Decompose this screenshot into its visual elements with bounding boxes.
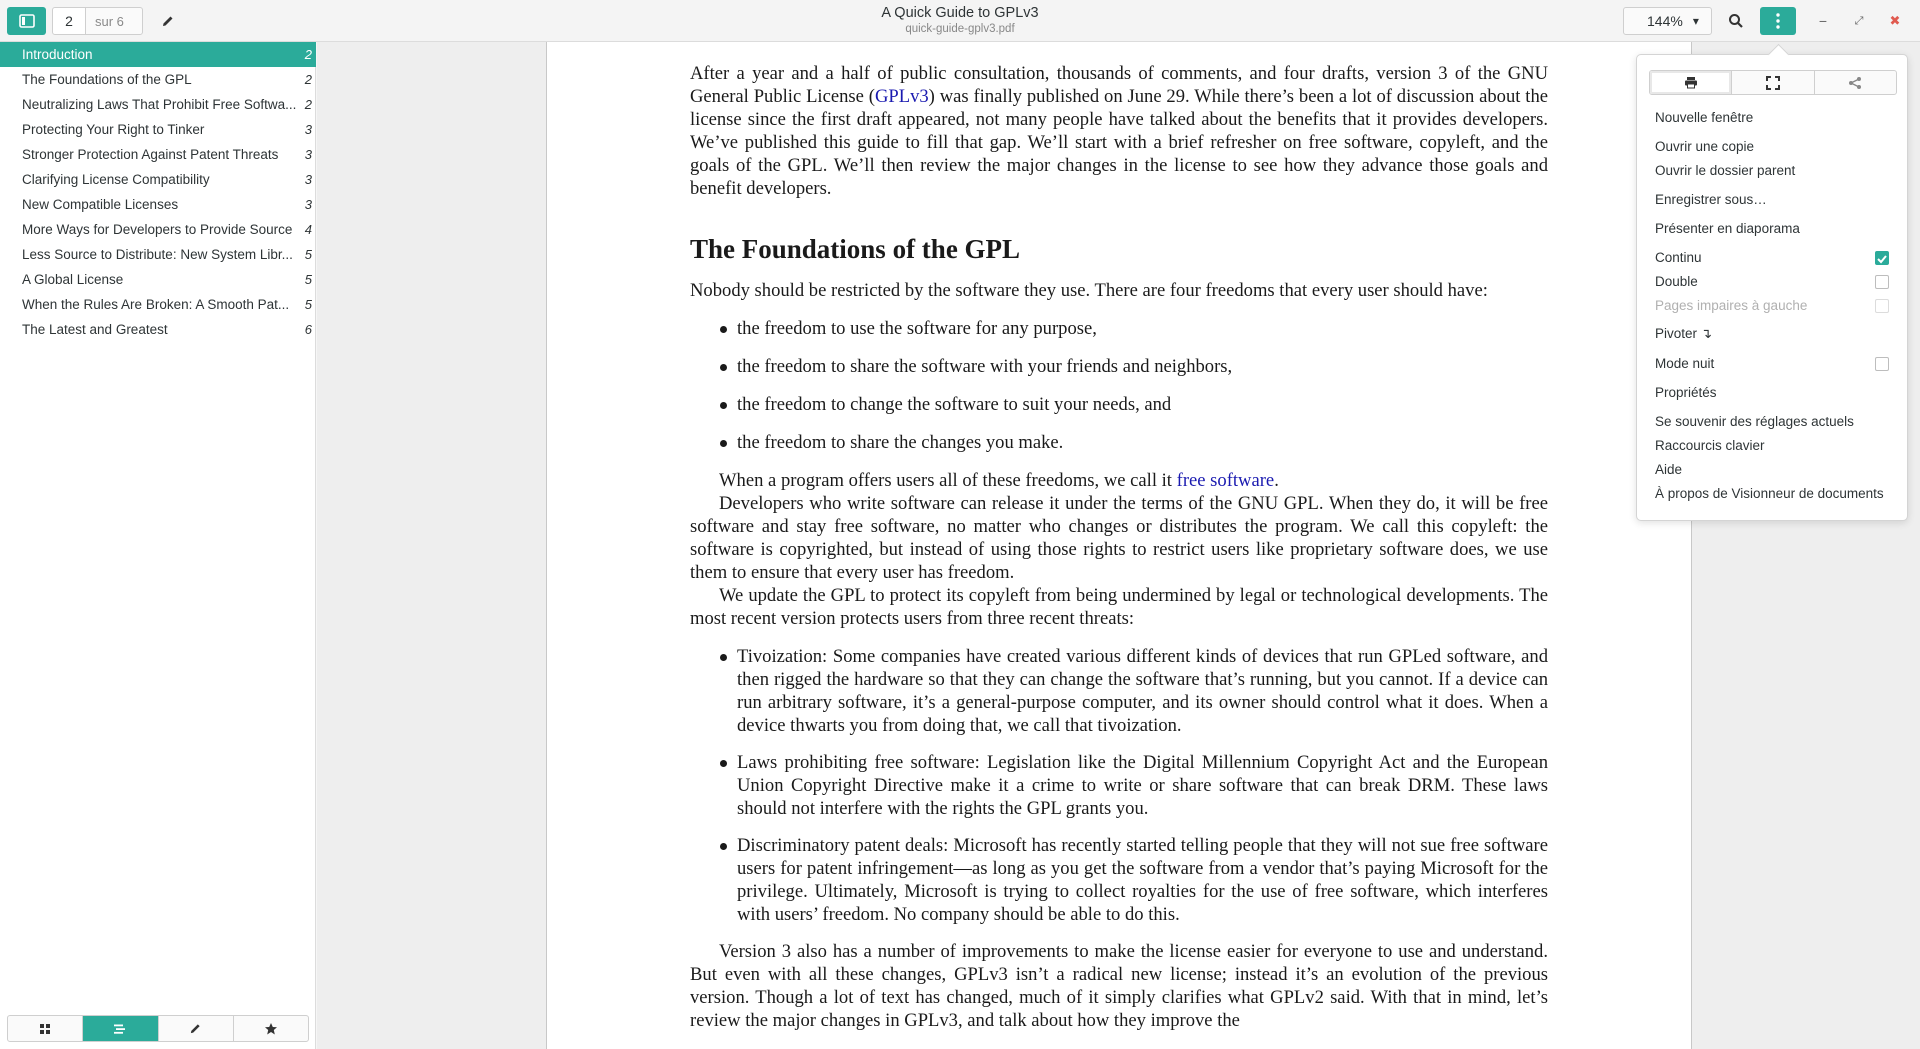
search-icon xyxy=(1728,13,1744,29)
menu-continuous[interactable]: Continu xyxy=(1655,250,1702,265)
grid-icon xyxy=(39,1023,51,1035)
share-icon xyxy=(1848,76,1862,90)
gplv3-link[interactable]: GPLv3 xyxy=(874,86,929,107)
page-number-input[interactable]: 2 xyxy=(52,7,86,35)
restore-icon: ⤢ xyxy=(1854,14,1864,27)
outline-item-label: Clarifying License Compatibility xyxy=(22,172,210,187)
paragraph-text: . xyxy=(1274,470,1279,491)
outline-item-label: New Compatible Licenses xyxy=(22,197,179,212)
outline-item-patent-threats[interactable] xyxy=(0,142,316,167)
sidebar-outline xyxy=(0,42,316,1049)
window-title: A Quick Guide to GPLv3 xyxy=(881,5,1039,21)
outline-item-page: 2 xyxy=(304,97,312,112)
outline-item-label: Protecting Your Right to Tinker xyxy=(22,122,205,137)
outline-item-label: Neutralizing Laws That Prohibit Free Softwa... xyxy=(22,97,297,112)
list-item: the freedom to share the software with your friends and neighbors, xyxy=(690,355,1548,378)
menu-dual[interactable]: Double xyxy=(1655,274,1698,289)
minimize-button[interactable] xyxy=(1811,9,1835,33)
intro-paragraph xyxy=(690,62,1548,200)
printer-icon xyxy=(1684,76,1698,89)
star-icon xyxy=(264,1022,278,1036)
intro-text-start: After a year and a half of public consultation, thousands of comments, and four drafts, version 3 of the GNU General Public License ( xyxy=(690,63,1548,107)
outline-item-label: When the Rules Are Broken: A Smooth Pat... xyxy=(22,297,290,312)
document-page xyxy=(546,42,1692,1049)
outline-item-page: 5 xyxy=(304,297,312,312)
close-icon: ✖ xyxy=(1889,13,1901,28)
tab-outline[interactable] xyxy=(83,1016,158,1041)
list-item: Laws prohibiting free software: Legislation like the Digital Millennium Copyright Act and the European Union Copyright Directive make it a crime to write or share software that can break DRM. These laws should not interfere with the rights the GPL grants you. xyxy=(690,751,1548,820)
threats-intro-paragraph: We update the GPL to protect its copyleft from being undermined by legal or technological developments. The most recent version protects users from three recent threats: xyxy=(690,585,1548,629)
tab-annotations[interactable] xyxy=(159,1016,234,1041)
page-content xyxy=(690,62,1548,1032)
odd-pages-checkbox xyxy=(1875,299,1889,313)
outline-item-latest-greatest[interactable] xyxy=(0,317,316,342)
outline-item-page: 4 xyxy=(304,222,312,237)
outline-item-neutralizing-laws[interactable] xyxy=(0,92,316,117)
menu-save-as[interactable]: Enregistrer sous… xyxy=(1655,192,1767,207)
outline-item-page: 5 xyxy=(304,247,312,262)
pencil-icon xyxy=(189,1022,202,1035)
outline-item-label: More Ways for Developers to Provide Source xyxy=(22,222,293,237)
copyleft-paragraph: Developers who write software can release it under the terms of the GNU GPL. When they do, it will be free software and stay free software, no matter who changes or distributes the program. We call this copyleft: the software is copyrighted, but instead of using those rights to restrict users like proprietary software does, we use them to ensure that every user has freedom. xyxy=(690,493,1548,583)
sidebar-tab-bar xyxy=(7,1015,309,1042)
sidebar-icon xyxy=(19,14,35,28)
list-item: Tivoization: Some companies have created various different kinds of devices that run GPLed software, and then rigged the hardware so that they can change the software that’s running, but you cannot. If a device can run arbitrary software, it’s a general-purpose computer, and its owner should control what it does. When a device thwarts you from doing that, we call that tivoization. xyxy=(690,645,1548,737)
header-bar xyxy=(0,0,1920,42)
tab-bookmarks[interactable] xyxy=(234,1016,308,1041)
menu-help[interactable]: Aide xyxy=(1655,462,1683,477)
menu-properties[interactable]: Propriétés xyxy=(1655,385,1717,400)
chevron-down-icon: ▾ xyxy=(1692,14,1699,28)
night-mode-checkbox[interactable] xyxy=(1875,357,1889,371)
paragraph-text: When a program offers users all of these freedoms, we call it xyxy=(719,470,1177,491)
outline-item-label: A Global License xyxy=(22,272,124,287)
menu-rotate[interactable]: Pivoter ↴ xyxy=(1655,326,1713,341)
menu-remember-settings[interactable]: Se souvenir des réglages actuels xyxy=(1655,414,1854,429)
outline-item-label: Introduction xyxy=(22,47,93,62)
list-item: the freedom to change the software to suit your needs, and xyxy=(690,393,1548,416)
window-subtitle: quick-guide-gplv3.pdf xyxy=(905,23,1015,35)
outline-item-provide-source[interactable] xyxy=(0,217,316,242)
freedoms-intro-paragraph: Nobody should be restricted by the software they use. There are four freedoms that every user should have: xyxy=(690,280,1488,301)
threats-list xyxy=(690,645,1548,926)
outline-item-label: The Latest and Greatest xyxy=(22,322,168,337)
share-button[interactable] xyxy=(1815,71,1896,94)
sidebar-toggle-button[interactable] xyxy=(7,7,46,35)
main-menu-button[interactable] xyxy=(1760,7,1796,35)
outline-item-global-license[interactable] xyxy=(0,267,316,292)
outline-item-introduction[interactable] xyxy=(0,42,316,67)
outline-item-page: 6 xyxy=(304,322,312,337)
menu-odd-pages-left: Pages impaires à gauche xyxy=(1655,298,1808,313)
list-item: the freedom to share the changes you make. xyxy=(690,431,1548,454)
outline-item-page: 3 xyxy=(304,147,312,162)
section-heading: The Foundations of the GPL xyxy=(690,234,1021,264)
dual-checkbox[interactable] xyxy=(1875,275,1889,289)
outline-item-label: Stronger Protection Against Patent Threats xyxy=(22,147,279,162)
checkmark-icon xyxy=(1876,253,1888,265)
outline-item-right-to-tinker[interactable] xyxy=(0,117,316,142)
search-button[interactable] xyxy=(1722,7,1750,35)
version3-paragraph: Version 3 also has a number of improvements to make the license easier for everyone to use and understand. But even with all these changes, GPLv3 isn’t a radical new license; instead it’s an evolution of the previous version. Though a lot of text has changed, much of it simply clarifies what GPLv2 said. With that in mind, let’s review the major changes in GPLv3, and talk about how they improve the xyxy=(690,941,1548,1031)
list-item: Discriminatory patent deals: Microsoft has recently started telling people that they will not sue free software users for patent infringement—as long as you get the software from a vendor that’s paying Microsoft for the privilege. Ultimately, Microsoft is trying to collect royalties for the use of free software, which interferes with users’ freedom. No company should be able to do this. xyxy=(690,834,1548,926)
close-button[interactable] xyxy=(1883,9,1907,33)
intro-text-end: ) was finally published on June 29. While there’s been a lot of discussion about the license since the first draft appeared, not many people have talked about the benefits that it provides developers. We’ve published this guide to fill that gap. We’ll start with a brief refresher on free software, copyleft, and the goals of the GPL. We’ll then review the major changes in the license to see how they advance those goals and benefit developers. xyxy=(690,86,1548,199)
outline-item-foundations[interactable] xyxy=(0,67,316,92)
fullscreen-icon xyxy=(1766,76,1780,90)
outline-item-rules-broken[interactable] xyxy=(0,292,316,317)
window-title-block xyxy=(760,4,1160,36)
list-icon xyxy=(113,1023,127,1035)
menu-about[interactable]: À propos de Visionneur de documents xyxy=(1655,486,1884,501)
list-item: the freedom to use the software for any purpose, xyxy=(690,317,1548,340)
menu-new-window[interactable]: Nouvelle fenêtre xyxy=(1655,110,1754,125)
outline-item-page: 3 xyxy=(304,122,312,137)
menu-action-buttons xyxy=(1649,70,1897,95)
page-count-label: sur 6 xyxy=(85,7,143,35)
menu-night-mode[interactable]: Mode nuit xyxy=(1655,356,1715,371)
tab-thumbnails[interactable] xyxy=(8,1016,83,1041)
outline-item-label: The Foundations of the GPL xyxy=(22,72,192,87)
outline-item-page: 5 xyxy=(304,272,312,287)
minimize-icon: − xyxy=(1818,13,1828,29)
annotate-button[interactable] xyxy=(154,7,182,35)
free-software-link[interactable]: free software xyxy=(1176,470,1275,491)
outline-item-page: 2 xyxy=(304,72,312,87)
outline-item-less-source[interactable] xyxy=(0,242,316,267)
outline-item-page: 3 xyxy=(304,197,312,212)
pencil-icon xyxy=(161,14,175,28)
freedoms-list xyxy=(690,317,1548,454)
maximize-button[interactable] xyxy=(1847,9,1871,33)
zoom-select[interactable] xyxy=(1623,7,1712,35)
menu-open-parent-folder[interactable]: Ouvrir le dossier parent xyxy=(1655,163,1796,178)
zoom-value: 144% xyxy=(1647,13,1683,29)
fullscreen-button[interactable] xyxy=(1732,71,1814,94)
main-menu-popover xyxy=(1636,54,1908,521)
outline-item-label: Less Source to Distribute: New System Libr... xyxy=(22,247,293,262)
menu-open-copy[interactable]: Ouvrir une copie xyxy=(1655,139,1755,154)
print-button[interactable] xyxy=(1650,71,1732,94)
continuous-checkbox[interactable] xyxy=(1875,251,1889,265)
outline-item-page: 3 xyxy=(304,172,312,187)
outline-item-compatible-licenses[interactable] xyxy=(0,192,316,217)
outline-item-page: 2 xyxy=(304,47,312,62)
menu-keyboard-shortcuts[interactable]: Raccourcis clavier xyxy=(1655,438,1765,453)
menu-presentation[interactable]: Présenter en diaporama xyxy=(1655,221,1800,236)
outline-item-license-compatibility[interactable] xyxy=(0,167,316,192)
free-software-paragraph xyxy=(690,469,1548,492)
kebab-menu-icon xyxy=(1776,13,1780,29)
